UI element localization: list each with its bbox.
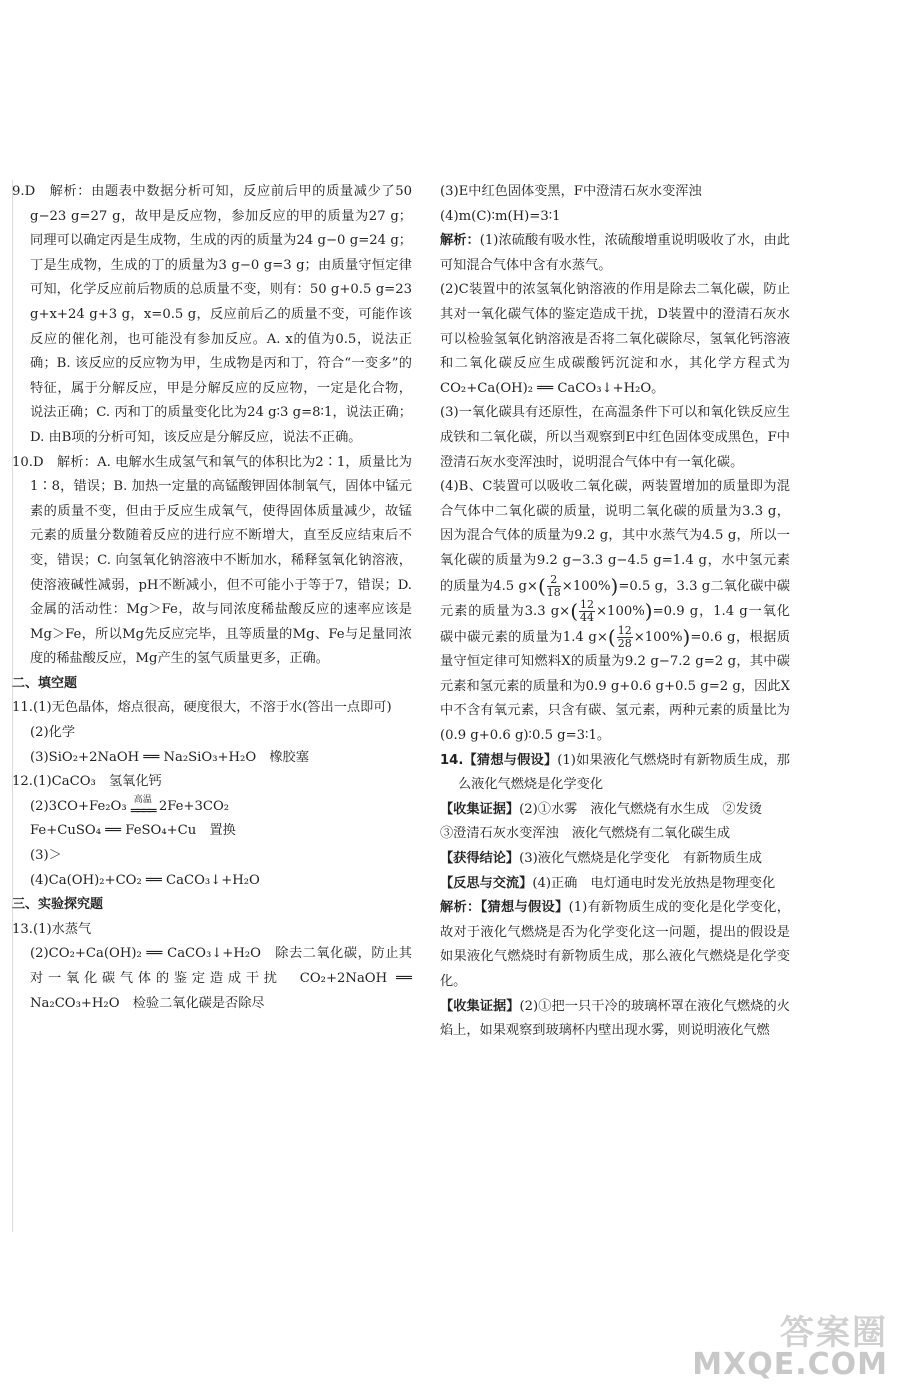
reaction-condition [130, 795, 155, 820]
answer-9: 9.D 解析：由题表中数据分析可知，反应前后甲的质量减少了50 g−23 g=27 g，故甲是反应物，参加反应的甲的质量为27 g；同理可以确定丙是生成物，生成的丙的质量为24 g−0 g=24 g；丁是生成物，生成的丁的质量为3 g−0 g=3 g；由质量守恒定律可知，化学反应前后物质的总质量不变，则有：50 g+0.5 g=23 g+x+24 g+3 g，x=0.5 g，反应前后乙的质量不变，可能作该反应的催化剂，也可能没有参加反应。A. x的值为0.5，说法正确；B. 该反应的反应物为甲，生成物是丙和丁，符合“一变多”的特征，属于分解反应，甲是分解反应的反应物，一定是化合物，说法正确；C. 丙和丁的质量变化比为24 g∶3 g=8∶1，说法正确；D. 由B项的分析可知，该反应是分解反应，说法不正确。 [12, 184, 412, 445]
section-experiment: 三、实验探究题 [12, 897, 104, 913]
fraction-numerator: 2 [547, 574, 561, 587]
equals-sign: ════ [130, 804, 155, 820]
label-evidence: 【收集证据】 [440, 801, 520, 817]
explanation-4e: =0.9 g，1.4 g一氧化碳中碳元素的质量为1.4 g× [440, 604, 790, 645]
answer-12-2b: Fe+CuSO₄ ══ FeSO₄+Cu 置换 [30, 823, 236, 839]
equation-left: (2)3CO+Fe₂O₃ [30, 798, 127, 814]
percent-term: ×100% [633, 629, 683, 645]
watermark-logo-text: 答案圈 [780, 1313, 888, 1353]
answer-13-3: (3)E中红色固体变黑，F中澄清石灰水变浑浊 [440, 184, 702, 199]
paren-close: ) [682, 624, 691, 649]
label-explanation-evidence: 【收集证据】 [440, 998, 520, 1014]
explanation-1-text: (1)浓硫酸有吸水性，浓硫酸增重说明吸收了水，由此可知混合气体中含有水蒸气。 [440, 233, 790, 273]
fraction-numerator: 12 [580, 598, 594, 612]
paren-open: ( [537, 573, 546, 598]
right-column [440, 180, 790, 1044]
answer-11-3: (3)SiO₂+2NaOH ══ Na₂SiO₃+H₂O 橡胶塞 [30, 749, 309, 765]
explanation-14-evidence [440, 995, 790, 1044]
percent-term: ×100% [561, 578, 611, 594]
explanation-4c: =0.5 g，3.3 g二氧化碳中碳元素的质量为3.3 g× [440, 578, 791, 620]
explanation-4 [440, 475, 790, 749]
paren-close: ) [644, 599, 653, 624]
evidence-text: (2)①水雾 液化气燃烧有水生成 ②发烫 [519, 801, 762, 817]
answer-13-1: 13.(1)水蒸气 [12, 921, 92, 937]
paren-open: ( [607, 624, 616, 649]
label-hypothesis: 14.【猜想与假设】 [440, 752, 558, 768]
explanation-4a: (4)B、C装置可以吸收二氧化碳，两装置增加的质量即为混合气体中二氧化碳的质量，说明二氧化碳的质量为3.3 g，因为混合气体的质量为9.2 g，其中水蒸气为4.5 g，所以一氧化碳的质量为9.2 g−3.3 g−4.5 g=1.4 g，水中氢元素的质量为4.5 g× [440, 479, 790, 594]
explanation-1 [440, 229, 790, 278]
answer-12-4: (4)Ca(OH)₂+CO₂ ══ CaCO₃↓+H₂O [30, 872, 260, 888]
answer-12-2 [12, 795, 412, 820]
fraction-denominator: 44 [580, 611, 594, 625]
left-column [12, 180, 412, 1016]
explanation-14-evidence-text: (2)①把一只干冷的玻璃杯罩在液化气燃烧的火焰上，如果观察到玻璃杯内壁出现水雾，则说明液化气燃 [440, 998, 790, 1039]
fraction-12-44 [579, 599, 595, 624]
hypothesis-text: (1)如果液化气燃烧时有新物质生成，那么液化气燃烧是化学变化 [458, 752, 790, 793]
answer-14-evidence [440, 798, 790, 823]
explanation-label: 解析： [440, 233, 480, 249]
reflection-text: (4)正确 电灯通电时发光放热是物理变化 [532, 875, 776, 891]
watermark [692, 1313, 888, 1382]
answer-14-reflection [440, 872, 790, 897]
fraction-2-18 [547, 574, 561, 599]
fraction-12-28 [617, 625, 633, 650]
answer-13-4: (4)m(C)∶m(H)=3∶1 [440, 208, 561, 224]
conclusion-text: (3)液化气燃烧是化学变化 有新物质生成 [519, 851, 762, 867]
answer-10: 10.D 解析：A. 电解水生成氢气和氧气的体积比为2∶1，质量比为1∶8，错误；B. 加热一定量的高锰酸钾固体制氧气，固体中锰元素的质量不变，但由于反应生成氧气，使得固体质量减少，故锰元素的质量分数随着反应的进行应不断增大，直至反应结束后不变，错误；C. 向氢氧化钠溶液中不断加水，稀释氢氧化钠溶液，使溶液碱性减弱，pH不断减小，但不可能小于等于7，错误；D. 金属的活动性：Mg＞Fe，故与同浓度稀盐酸反应的速率应该是Mg＞Fe，所以Mg先反应完毕，且等质量的Mg、Fe与足量同浓度的稀盐酸反应，Mg产生的氢气质量更多，正确。 [12, 454, 412, 667]
condition-high-temp: 高温 [133, 795, 152, 806]
label-conclusion: 【获得结论】 [440, 851, 520, 867]
answer-14-conclusion [440, 847, 790, 872]
answer-13-2: (2)CO₂+Ca(OH)₂ ══ CaCO₃↓+H₂O 除去二氧化碳，防止其对一氧化碳气体的鉴定造成干扰 CO₂+2NaOH ══ Na₂CO₃+H₂O 检验二氧化碳是否除尽 [30, 946, 412, 1011]
answer-11-1: 11.(1)无色晶体，熔点很高，硬度很大，不溶于水(答出一点即可) [12, 700, 392, 716]
explanation-4g: =0.6 g，根据质量守恒定律可知燃料X的质量为9.2 g−7.2 g=2 g，其中碳元素和氢元素的质量和为0.9 g+0.6 g+0.5 g=2 g，因此X中不含有氧元素，只含有碳、氢元素，两种元素的质量比为(0.9 g+0.6 g)∶0.5 g=3∶1。 [440, 629, 791, 744]
answer-11-2: (2)化学 [30, 725, 76, 741]
explanation-14 [440, 896, 790, 994]
explanation-2: (2)C装置中的浓氢氧化钠溶液的作用是除去二氧化碳，防止其对一氧化碳气体的鉴定造成干扰，D装置中的澄清石灰水可以检验氢氧化钠溶液是否将二氧化碳除尽，氢氧化钙溶液和二氧化碳反应生成碳酸钙沉淀和水，其化学方程式为CO₂+Ca(OH)₂ ══ CaCO₃↓+H₂O。 [440, 282, 790, 396]
answer-12-3: (3)＞ [30, 848, 62, 864]
label-explanation-hypothesis: 解析：【猜想与假设】 [440, 900, 569, 916]
fraction-numerator: 12 [617, 623, 632, 637]
watermark-url: MXQE.COM [692, 1347, 888, 1382]
label-reflection: 【反思与交流】 [440, 875, 533, 891]
paren-open: ( [570, 599, 578, 624]
paren-close: ) [610, 573, 619, 598]
explanation-14-text: (1)有新物质生成的变化是化学变化，故对于液化气燃烧是否为化学变化这一问题，提出的假设是如果液化气燃烧时有新物质生成，那么液化气燃烧是化学变化。 [440, 900, 790, 989]
percent-term: ×100% [596, 604, 645, 620]
section-fill-in: 二、填空题 [12, 675, 78, 691]
answer-14-evidence-2: ③澄清石灰水变浑浊 液化气燃烧有二氧化碳生成 [440, 826, 731, 842]
fraction-denominator: 18 [546, 585, 561, 599]
answer-14-hypothesis [440, 749, 790, 798]
explanation-3: (3)一氧化碳具有还原性，在高温条件下可以和氧化铁反应生成铁和二氧化碳，所以当观察到E中红色固体变成黑色，F中澄清石灰水变浑浊时，说明混合气体中有一氧化碳。 [440, 405, 790, 470]
fraction-denominator: 28 [617, 636, 632, 650]
equation-right: 2Fe+3CO₂ [158, 798, 230, 814]
answer-12-1: 12.(1)CaCO₃ 氢氧化钙 [12, 774, 162, 790]
